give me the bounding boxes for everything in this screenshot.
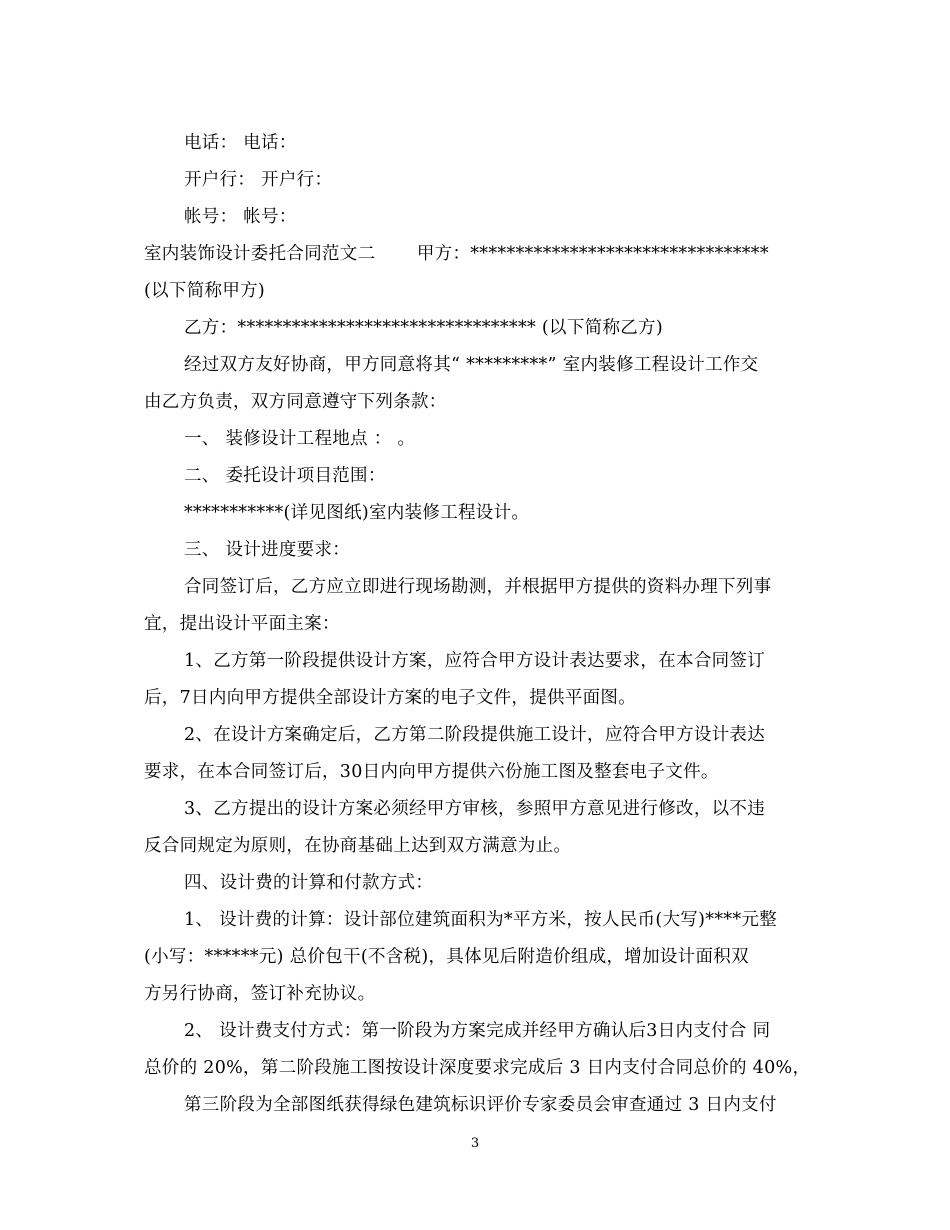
paragraph-line: 经过双方友好协商，甲方同意将其“ *********” 室内装修工程设计工作交 bbox=[184, 355, 759, 375]
party-a-abbrev: (以下简称甲方) bbox=[144, 281, 266, 301]
party-b-line: 乙方：********************************* (以下简称乙方) bbox=[184, 318, 663, 338]
paragraph-line: 总价的 20%，第二阶段施工图按设计深度要求完成后 3 日内支付合同总价的 40%， bbox=[144, 1058, 811, 1078]
section-heading: 四、设计费的计算和付款方式： bbox=[184, 873, 434, 893]
section-heading: 一、 装修设计工程地点 ： 。 bbox=[184, 429, 416, 449]
paragraph-line: 合同签订后，乙方应立即进行现场勘测，并根据甲方提供的资料办理下列事 bbox=[184, 577, 772, 597]
contract-title-party-a: 室内装饰设计委托合同范文二 甲方：********************************* bbox=[144, 244, 769, 264]
bank-line: 开户行： 开户行： bbox=[184, 170, 333, 190]
paragraph-line: 2、在设计方案确定后，乙方第二阶段提供施工设计，应符合甲方设计表达 bbox=[184, 725, 766, 745]
paragraph-line: ***********(详见图纸)室内装修工程设计。 bbox=[184, 503, 530, 523]
paragraph-line: 由乙方负责，双方同意遵守下列条款： bbox=[144, 392, 447, 412]
page-number: 3 bbox=[470, 1136, 480, 1151]
section-heading: 三、 设计进度要求： bbox=[184, 540, 351, 560]
paragraph-line: 方另行协商，签订补充协议。 bbox=[144, 984, 376, 1004]
paragraph-line: 2、 设计费支付方式：第一阶段为方案完成并经甲方确认后3日内支付合 同 bbox=[184, 1021, 771, 1041]
phone-line: 电话： 电话： bbox=[184, 133, 297, 153]
paragraph-line: 反合同规定为原则，在协商基础上达到双方满意为止。 bbox=[144, 836, 572, 856]
paragraph-line: 第三阶段为全部图纸获得绿色建筑标识评价专家委员会审查通过 3 日内支付 bbox=[184, 1095, 777, 1115]
paragraph-line: 1、乙方第一阶段提供设计方案，应符合甲方设计表达要求，在本合同签订 bbox=[184, 651, 766, 671]
paragraph-line: 要求，在本合同签订后，30日内向甲方提供六份施工图及整套电子文件。 bbox=[144, 762, 719, 782]
paragraph-line: (小写：******元) 总价包干(不含税)，具体见后附造价组成，增加设计面积双 bbox=[144, 947, 749, 967]
paragraph-line: 宜，提出设计平面主案： bbox=[144, 614, 340, 634]
paragraph-line: 后，7日内向甲方提供全部设计方案的电子文件，提供平面图。 bbox=[144, 688, 637, 708]
paragraph-line: 1、 设计费的计算：设计部位建筑面积为*平方米，按人民币(大写)****元整 bbox=[184, 910, 777, 930]
paragraph-line: 3、乙方提出的设计方案必须经甲方审核，参照甲方意见进行修改，以不违 bbox=[184, 799, 766, 819]
section-heading: 二、 委托设计项目范围： bbox=[184, 466, 386, 486]
account-line: 帐号： 帐号： bbox=[184, 207, 297, 227]
